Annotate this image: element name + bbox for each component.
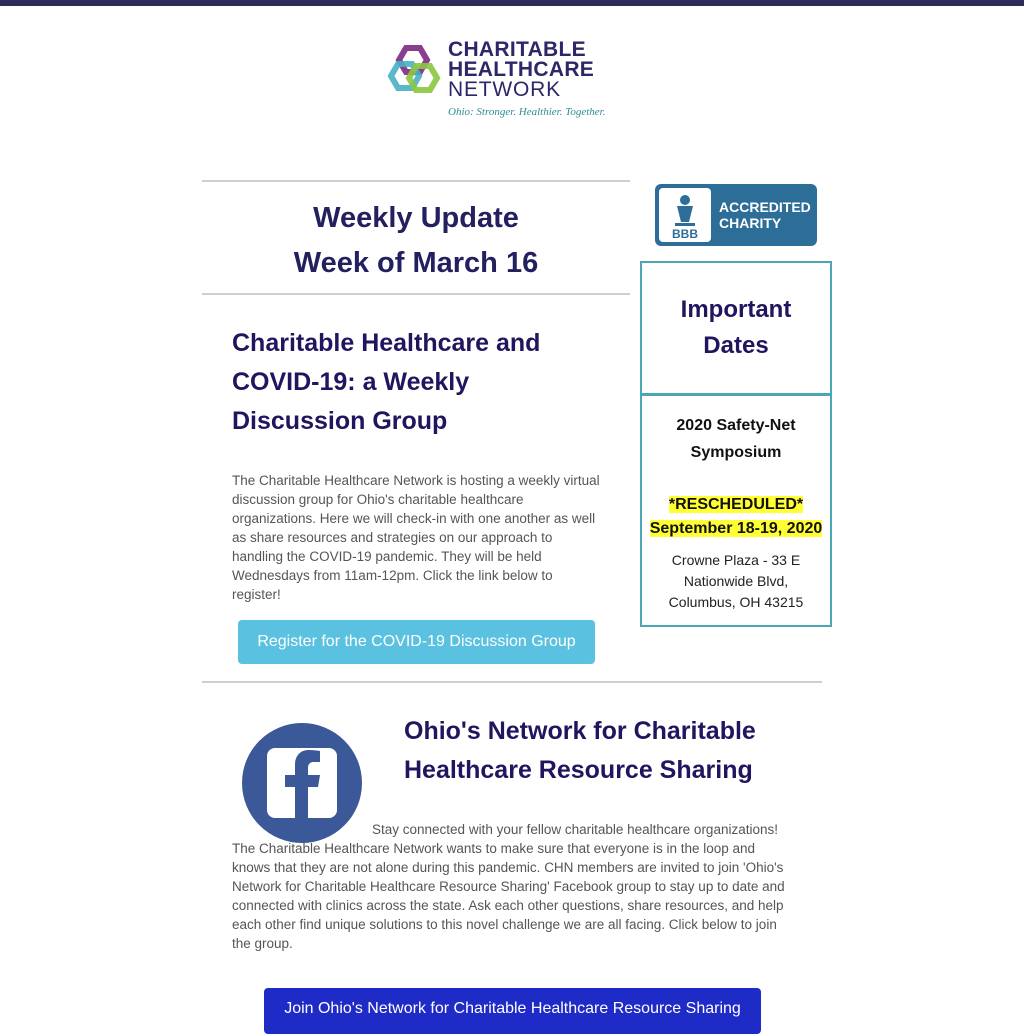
event-title-line-1: 2020 Safety-Net <box>676 417 796 434</box>
bbb-torch-logo-icon <box>659 188 711 242</box>
page-title <box>202 196 630 286</box>
event-reschedule-notice <box>642 493 830 541</box>
top-accent-bar <box>0 0 1024 6</box>
logo-line-1: CHARITABLE <box>448 38 586 61</box>
divider-title <box>202 293 630 295</box>
register-covid-group-button[interactable]: Register for the COVID-19 Discussion Group <box>238 620 595 664</box>
bbb-badge-text <box>719 199 811 231</box>
title-line-2: Week of March 16 <box>293 247 539 279</box>
bbb-line-2: CHARITY <box>719 215 782 231</box>
bbb-accredited-charity-badge[interactable] <box>655 184 817 246</box>
location-line-3: Columbus, OH 43215 <box>668 594 804 610</box>
important-dates-panel <box>640 261 832 627</box>
logo-tagline: Ohio: Stronger. Healthier. Together. <box>448 106 606 118</box>
join-facebook-group-button[interactable]: Join Ohio's Network for Charitable Healthcare Resource Sharing <box>264 988 761 1034</box>
chn-hexagon-logo-icon <box>386 44 442 100</box>
title-line-1: Weekly Update <box>313 202 519 234</box>
logo-wordmark <box>448 40 594 100</box>
event-dates: September 18-19, 2020 <box>649 520 823 537</box>
location-line-2: Nationwide Blvd, <box>683 573 789 589</box>
dates-heading-line-2: Dates <box>703 332 769 359</box>
divider-top <box>202 180 630 182</box>
bbb-letters: BBB <box>672 227 698 241</box>
chn-logo[interactable] <box>386 40 626 122</box>
covid-section-body: The Charitable Healthcare Network is hosting a weekly virtual discussion group for Ohio's charitable healthcare organizations. Here we will check-in with one another as well as share resources and strategies on our approach to handling the COVID-19 pandemic. They will be held Wednesdays from 11am-12pm. Click the link below to register! <box>232 473 600 602</box>
event-title-line-2: Symposium <box>690 444 782 461</box>
rescheduled-label: *RESCHEDULED* <box>668 496 804 513</box>
location-line-1: Crowne Plaza - 33 E <box>671 552 801 568</box>
facebook-section-body: Stay connected with your fellow charitable healthcare organizations! The Charitable Healthcare Network wants to make sure that everyone is in the loop and knows that they are not alone during this pandemic. CHN members are invited to join 'Ohio's Network for Charitable Healthcare Resource Sharing' Facebook group to stay up to date and connected with clinics across the state. Ask each other questions, share resources, and help each other find unique solutions to this novel challenge we are all facing. Click below to join the group. <box>232 822 785 951</box>
event-location <box>642 550 830 613</box>
divider-middle <box>202 681 822 683</box>
bbb-line-1: ACCREDITED <box>719 199 811 215</box>
facebook-section-body-wrapper <box>232 820 794 953</box>
logo-line-3: NETWORK <box>448 78 561 101</box>
event-title <box>642 412 830 466</box>
covid-section-heading: Charitable Healthcare and COVID-19: a Weekly Discussion Group <box>232 329 541 435</box>
important-dates-heading <box>642 263 830 396</box>
logo-line-2: HEALTHCARE <box>448 58 595 81</box>
facebook-section-heading: Ohio's Network for Charitable Healthcare Resource Sharing <box>404 717 756 784</box>
dates-heading-line-1: Important <box>680 296 792 323</box>
